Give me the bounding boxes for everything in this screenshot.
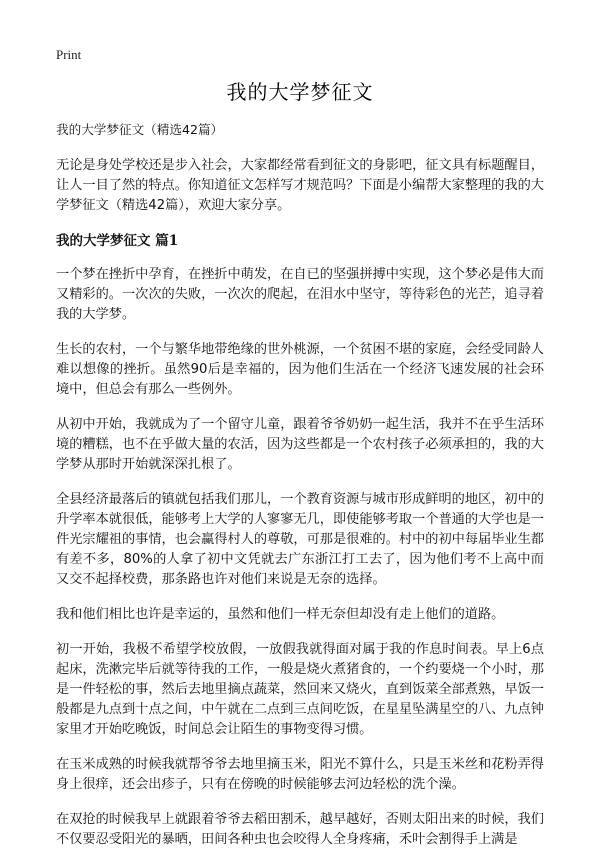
body-paragraph: 从初中开始，我就成为了一个留守儿童，跟着爷爷奶奶一起生活，我并不在乎生活环境的糟糕，也不在乎做大量的农活，因为这些都是一个农村孩子必须承担的，我的大学梦从那时开始就深深扎根了。 — [56, 417, 544, 472]
document-body — [56, 120, 544, 865]
body-paragraph: 全县经济最落后的镇就包括我们那儿，一个教育资源与城市形成鲜明的地区，初中的升学率本就很低，能够考上大学的人寥寥无几，即使能够考取一个普通的大学也是一件光宗耀祖的事情，也会赢得村人的尊敬，可那是很难的。村中的初中每届毕业生都有差不多，80%的人拿了初中文凭就去广东浙江打工去了，因为他们考不上高中而又交不起择校费，那条路也许对他们来说是无奈的选择。 — [56, 492, 544, 587]
section-heading: 我的大学梦征文 篇1 — [56, 233, 179, 249]
body-paragraph: 在玉米成熟的时候我就帮爷爷去地里摘玉米，阳光不算什么，只是玉米丝和花粉弄得身上很痒，还会出疹子，只有在傍晚的时候能够去河边轻松的洗个澡。 — [56, 757, 544, 792]
body-paragraph: 初一开始，我极不希望学校放假，一放假我就得面对属于我的作息时间表。早上6点起床，洗漱完毕后就等待我的工作，一般是烧火煮猪食的，一个约要烧一个小时，那是一件轻松的事，然后去地里摘点蔬菜，然回来又烧火，直到饭菜全部煮熟，早饭一般都是九点到十点之间，中午就在二点到三点间吃饭，在星星坠满星空的八、九点钟家里才开始吃晚饭，时间总会让陌生的事物变得习惯。 — [56, 642, 544, 737]
print-link[interactable]: Print — [56, 47, 82, 62]
body-paragraph: 在双抢的时候我早上就跟着爷爷去稻田割禾，越早越好，否则太阳出来的时候，我们不仅要忍受阳光的暴晒，田间各种虫也会咬得人全身疼痛，禾叶会割得手上满是 — [56, 812, 544, 847]
document-title: 我的大学梦征文 — [226, 80, 374, 104]
body-paragraph: 我和他们相比也许是幸运的，虽然和他们一样无奈但却没有走上他们的道路。 — [56, 607, 505, 622]
document-subtitle: 我的大学梦征文（精选42篇） — [56, 122, 224, 137]
body-paragraph: 生长的农村，一个与繁华地带绝缘的世外桃源，一个贫困不堪的家庭，会经受同龄人难以想像的挫折。虽然90后是幸福的，因为他们生活在一个经济飞速发展的社会环境中，但总会有那么一些例外。 — [56, 342, 544, 397]
body-paragraph: 一个梦在挫折中孕育，在挫折中萌发，在自已的坚强拼搏中实现，这个梦必是伟大而又精彩的。一次次的失败，一次次的爬起，在泪水中坚守，等待彩色的光芒，追寻着我的大学梦。 — [56, 267, 544, 322]
intro-paragraph: 无论是身处学校还是步入社会，大家都经常看到征文的身影吧，征文具有标题醒目，让人一目了然的特点。你知道征文怎样写才规范吗？下面是小编帮大家整理的我的大学梦征文（精选42篇），欢迎大家分享。 — [56, 158, 544, 213]
